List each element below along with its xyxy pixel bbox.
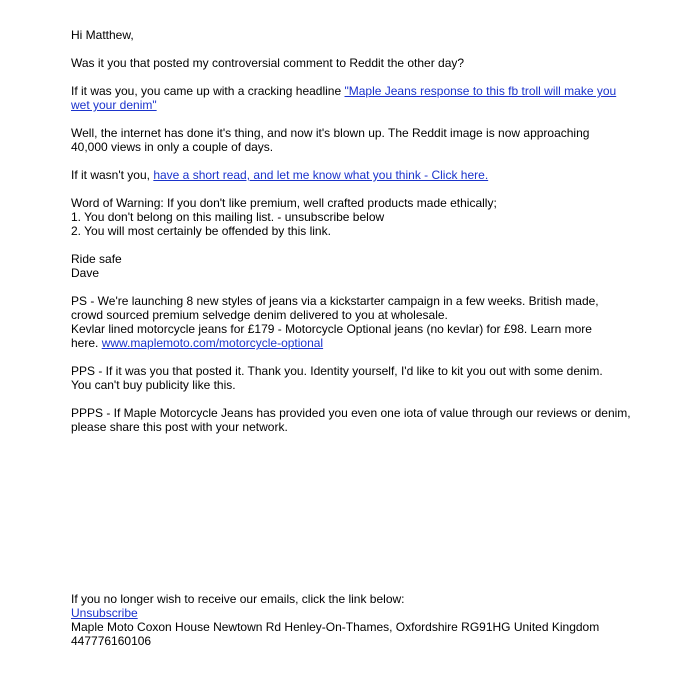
pps-paragraph <box>71 364 651 392</box>
unsubscribe-link[interactable]: Unsubscribe <box>71 606 138 620</box>
ps-line-1: PS - We're launching 8 new styles of jeans via a kickstarter campaign in a few weeks. British made, <box>71 294 599 308</box>
ps-line-4: here. www.maplemoto.com/motorcycle-optional <box>71 336 324 350</box>
ppps-paragraph <box>71 406 651 434</box>
unsubscribe-notice: If you no longer wish to receive our emails, click the link below: <box>71 592 405 606</box>
question-paragraph: Was it you that posted my controversial comment to Reddit the other day? <box>71 56 465 70</box>
reddit-headline-link[interactable]: "Maple Jeans response to this fb troll will make you wet your denim" <box>71 84 617 112</box>
greeting: Hi Matthew, <box>71 28 134 42</box>
signoff <box>71 252 651 280</box>
read-more-paragraph <box>71 168 651 182</box>
viral-text-line-2: 40,000 views in only a couple of days. <box>71 140 274 154</box>
ps-paragraph <box>71 294 651 350</box>
click-here-link[interactable]: have a short read, and let me know what you think - Click here. <box>153 168 489 182</box>
ppps-line-2: please share this post with your network. <box>71 420 288 434</box>
pps-line-2: You can't buy publicity like this. <box>71 378 236 392</box>
headline-paragraph <box>71 84 651 112</box>
read-more-intro-text: If it wasn't you, <box>71 168 154 182</box>
signature-name: Dave <box>71 266 100 280</box>
warning-item-1: 1. You don't belong on this mailing list. - unsubscribe below <box>71 210 385 224</box>
signoff-line: Ride safe <box>71 252 122 266</box>
headline-intro-text: If it was you, you came up with a cracking headline <box>71 84 345 98</box>
warning-heading: Word of Warning: If you don't like premium, well crafted products made ethically; <box>71 196 497 210</box>
pps-line-1: PPS - If it was you that posted it. Thank you. Identity yourself, I'd like to kit you out with some denim. <box>71 364 603 378</box>
company-phone: 447776160106 <box>71 634 152 648</box>
warning-item-2: 2. You will most certainly be offended by this link. <box>71 224 331 238</box>
viral-paragraph <box>71 126 651 154</box>
motorcycle-optional-link[interactable]: www.maplemoto.com/motorcycle-optional <box>101 336 324 350</box>
viral-text-line-1: Well, the internet has done it's thing, and now it's blown up. The Reddit image is now approaching <box>71 126 590 140</box>
ppps-line-1: PPPS - If Maple Motorcycle Jeans has provided you even one iota of value through our reviews or denim, <box>71 406 631 420</box>
ps-line-3: Kevlar lined motorcycle jeans for £179 - Motorcycle Optional jeans (no kevlar) for £98. Learn more <box>71 322 592 336</box>
company-address: Maple Moto Coxon House Newtown Rd Henley-On-Thames, Oxfordshire RG91HG United Kingdom <box>71 620 600 634</box>
email-body <box>71 28 651 448</box>
warning-paragraph <box>71 196 651 238</box>
email-footer <box>71 592 671 648</box>
ps-line-2: crowd sourced premium selvedge denim delivered to you at wholesale. <box>71 308 448 322</box>
